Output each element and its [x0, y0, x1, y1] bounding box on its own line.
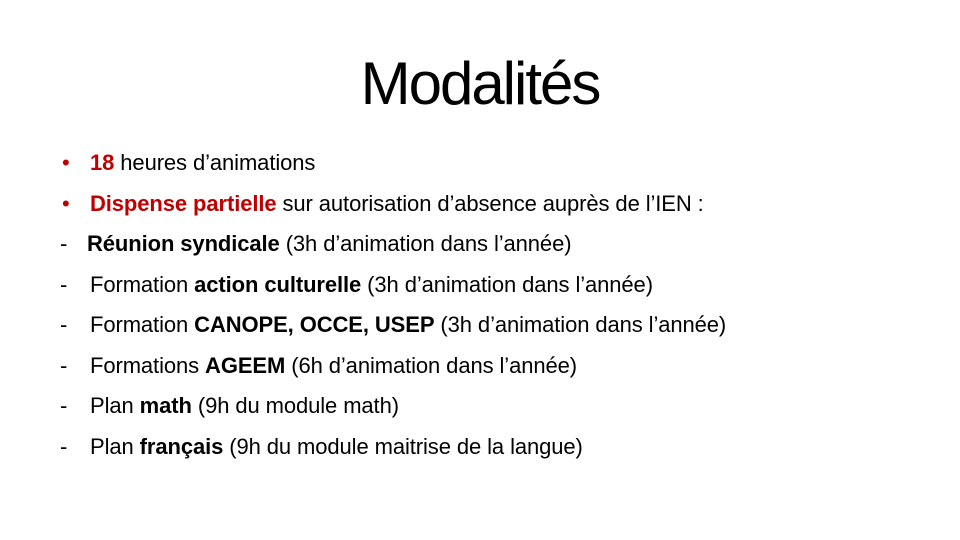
dash-marker: -: [60, 433, 68, 459]
dash-pre: Formation: [90, 312, 195, 337]
dash-line-4: [60, 346, 940, 387]
dash-marker: -: [60, 231, 68, 256]
dash-text: (9h du module math): [191, 393, 399, 418]
bullet-line-2: [60, 184, 940, 225]
dash-strong: action culturelle: [194, 271, 362, 297]
bullet-text: sur autorisation d’absence auprès de l’IEN :: [276, 190, 704, 216]
dash-marker: -: [60, 393, 68, 418]
dash-text: (3h d’animation dans l’année): [361, 271, 653, 297]
dash-text: (3h d’animation dans l’année): [279, 231, 572, 256]
dash-line-3: [60, 305, 940, 346]
dash-marker: -: [60, 352, 68, 378]
bullet-list: [60, 143, 940, 467]
dash-strong: math: [139, 393, 192, 418]
bullet-strong: 18: [90, 150, 115, 175]
dash-strong: AGEEM: [205, 352, 286, 378]
dash-marker: -: [60, 312, 68, 337]
dash-line-6: [60, 427, 940, 468]
bullet-line-1: [60, 143, 940, 184]
dash-line-1: [60, 224, 940, 265]
dash-text: (3h d’animation dans l’année): [434, 312, 727, 337]
dash-pre: Formations: [90, 352, 206, 378]
dash-line-2: [60, 265, 940, 306]
dash-pre: Plan: [90, 393, 140, 418]
dash-pre: Plan: [90, 433, 140, 459]
dash-strong: CANOPE, OCCE, USEP: [194, 312, 435, 337]
dash-pre: Formation: [90, 271, 195, 297]
bullet-marker: •: [62, 190, 70, 216]
slide-title: Modalités: [360, 50, 600, 117]
dash-strong: français: [139, 433, 224, 459]
dash-marker: -: [60, 271, 68, 297]
dash-text: (9h du module maitrise de la langue): [223, 433, 583, 459]
dash-line-5: [60, 386, 940, 427]
dash-strong: Réunion syndicale: [87, 231, 280, 256]
dash-text: (6h d’animation dans l’année): [285, 352, 577, 378]
bullet-text: heures d’animations: [114, 150, 316, 175]
bullet-marker: •: [62, 150, 70, 175]
bullet-strong: Dispense partielle: [90, 190, 277, 216]
